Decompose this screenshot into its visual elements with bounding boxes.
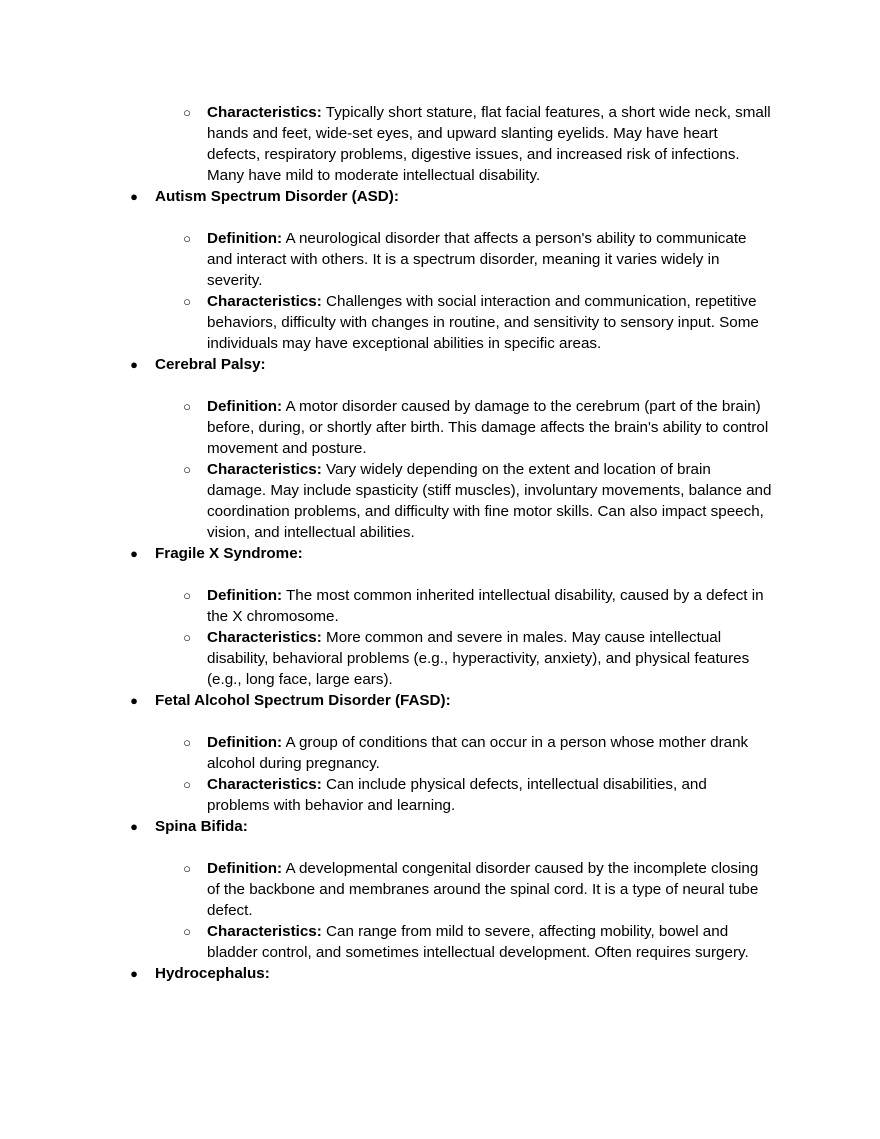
document-content bbox=[0, 102, 880, 984]
spacer bbox=[0, 564, 880, 585]
sub-bullet-icon: ○ bbox=[183, 399, 191, 414]
main-bullet-icon: ● bbox=[130, 546, 138, 561]
main-bullet-icon: ● bbox=[130, 966, 138, 981]
characteristics-text: Challenges with social interaction and communication, repetitive behaviors, difficulty with changes in routine, and sensitivity to sensory input. Some individuals may have exceptional abilities in specific areas. bbox=[207, 293, 759, 352]
sub-bullet-icon: ○ bbox=[183, 294, 191, 309]
definition-label: Definition: bbox=[207, 860, 283, 877]
section-heading bbox=[0, 690, 880, 711]
sub-bullet-icon: ○ bbox=[183, 462, 191, 477]
characteristics-label: Characteristics: bbox=[207, 104, 322, 121]
characteristics-label: Characteristics: bbox=[207, 923, 322, 940]
sub-bullet-icon: ○ bbox=[183, 777, 191, 792]
definition-text: A motor disorder caused by damage to the cerebrum (part of the brain) before, during, or shortly after birth. This damage affects the brain's ability to control movement and posture. bbox=[207, 398, 769, 457]
heading-text: Hydrocephalus: bbox=[155, 965, 270, 982]
characteristics-label: Characteristics: bbox=[207, 776, 322, 793]
definition-text: A group of conditions that can occur in a person whose mother drank alcohol during pregnancy. bbox=[207, 734, 749, 772]
characteristics-label: Characteristics: bbox=[207, 461, 322, 478]
heading-text: Cerebral Palsy: bbox=[155, 356, 266, 373]
list-item bbox=[0, 921, 772, 963]
section-heading bbox=[0, 186, 880, 207]
list-item bbox=[0, 102, 772, 186]
definition-label: Definition: bbox=[207, 734, 283, 751]
sub-bullet-icon: ○ bbox=[183, 735, 191, 750]
section-heading bbox=[0, 543, 880, 564]
sub-bullet-icon: ○ bbox=[183, 588, 191, 603]
definition-text: A developmental congenital disorder caused by the incomplete closing of the backbone and membranes around the spinal cord. It is a type of neural tube defect. bbox=[207, 860, 759, 919]
definition-label: Definition: bbox=[207, 587, 283, 604]
list-item bbox=[0, 585, 772, 627]
definition-text: A neurological disorder that affects a person's ability to communicate and interact with others. It is a spectrum disorder, meaning it varies widely in severity. bbox=[207, 230, 747, 289]
heading-text: Autism Spectrum Disorder (ASD): bbox=[155, 188, 399, 205]
characteristics-text: Typically short stature, flat facial features, a short wide neck, small hands and feet, wide-set eyes, and upward slanting eyelids. May have heart defects, respiratory problems, digestive issues, and increased risk of infections. Many have mild to moderate intellectual disability. bbox=[207, 104, 771, 184]
characteristics-text: More common and severe in males. May cause intellectual disability, behavioral problems (e.g., hyperactivity, anxiety), and physical features (e.g., long face, large ears). bbox=[207, 629, 750, 688]
characteristics-text: Can include physical defects, intellectual disabilities, and problems with behavior and learning. bbox=[207, 776, 707, 814]
heading-text: Spina Bifida: bbox=[155, 818, 248, 835]
definition-label: Definition: bbox=[207, 230, 283, 247]
definition-label: Definition: bbox=[207, 398, 283, 415]
heading-text: Fetal Alcohol Spectrum Disorder (FASD): bbox=[155, 692, 451, 709]
list-item bbox=[0, 459, 772, 543]
list-item bbox=[0, 858, 772, 921]
section-heading bbox=[0, 354, 880, 375]
characteristics-label: Characteristics: bbox=[207, 629, 322, 646]
section-heading bbox=[0, 963, 880, 984]
spacer bbox=[0, 837, 880, 858]
list-item bbox=[0, 291, 772, 354]
sub-bullet-icon: ○ bbox=[183, 231, 191, 246]
list-item bbox=[0, 732, 772, 774]
definition-text: The most common inherited intellectual disability, caused by a defect in the X chromosome. bbox=[207, 587, 764, 625]
list-item bbox=[0, 774, 772, 816]
main-bullet-icon: ● bbox=[130, 693, 138, 708]
sub-bullet-icon: ○ bbox=[183, 105, 191, 120]
list-item bbox=[0, 627, 772, 690]
sub-bullet-icon: ○ bbox=[183, 861, 191, 876]
main-bullet-icon: ● bbox=[130, 357, 138, 372]
spacer bbox=[0, 207, 880, 228]
list-item bbox=[0, 228, 772, 291]
characteristics-text: Can range from mild to severe, affecting mobility, bowel and bladder control, and sometimes intellectual development. Often requires surgery. bbox=[207, 923, 749, 961]
spacer bbox=[0, 375, 880, 396]
spacer bbox=[0, 711, 880, 732]
sub-bullet-icon: ○ bbox=[183, 630, 191, 645]
main-bullet-icon: ● bbox=[130, 189, 138, 204]
characteristics-label: Characteristics: bbox=[207, 293, 322, 310]
main-bullet-icon: ● bbox=[130, 819, 138, 834]
sub-bullet-icon: ○ bbox=[183, 924, 191, 939]
section-heading bbox=[0, 816, 880, 837]
characteristics-text: Vary widely depending on the extent and location of brain damage. May include spasticity (stiff muscles), involuntary movements, balance and coordination problems, and difficulty with fine motor skills. Can also impact speech, vision, and intellectual abilities. bbox=[207, 461, 772, 541]
list-item bbox=[0, 396, 772, 459]
heading-text: Fragile X Syndrome: bbox=[155, 545, 303, 562]
